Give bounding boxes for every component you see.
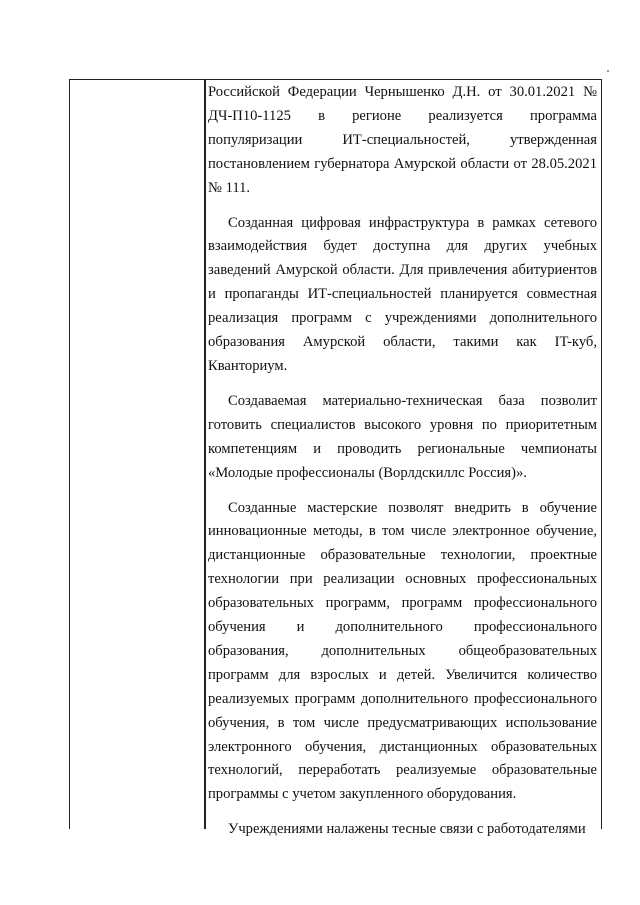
table-column-divider <box>204 79 206 829</box>
paragraph-employers: Учреждениями налажены тесные связи с работодателями <box>228 821 586 838</box>
table-right-cell <box>208 81 597 853</box>
paragraph-digital-infrastructure: Созданная цифровая инфраструктура в рамках сетевого взаимодействия будет доступна для других учебных заведений Амурской области. Для привлечения абитуриентов и пропаганды ИТ-специальностей планируется совместная реализация программ с учреждениями дополнительного образования Амурской области, такими как IT-куб, Кванториум. <box>208 214 597 374</box>
scan-speck <box>607 70 609 72</box>
paragraph-material-base: Создаваемая материально-техническая база позволит готовить специалистов высокого уровня по приоритетным компетенциям и проводить региональные чемпионаты «Молодые профессионалы (Ворлдскиллс Россия)». <box>208 392 597 481</box>
paragraph-workshops: Созданные мастерские позволят внедрить в обучение инновационные методы, в том числе электронное обучение, дистанционные образовательные технологии, проектные технологии при реализации основных профессиональных образовательных программ, программ профессионального обучения и дополнительного профессионального образования, дополнительных общеобразовательных программ для взрослых и детей. Увеличится количество реализуемых программ дополнительного профессионального обучения, в том числе предусматривающих использование электронного обучения, дистанционных образовательных технологий, переработать реализуемые образовательные программы с учетом закупленного оборудования. <box>208 499 597 803</box>
paragraph-continuation: Российской Федерации Чернышенко Д.Н. от 30.01.2021 № ДЧ-П10-1125 в регионе реализуется программа популяризации ИТ-специальностей, утвержденная постановлением губернатора Амурской области от 28.05.2021 № 111. <box>208 84 597 196</box>
